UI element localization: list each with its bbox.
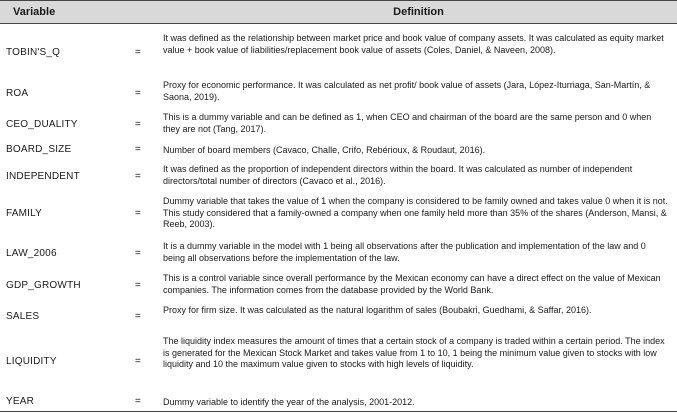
variable-definition: Proxy for economic performance. It was calculated as net profit/ book value of assets (Jara, López-Iturriaga, San-Martín, & Saona, 2019).	[163, 80, 651, 102]
equals-sign: =	[135, 144, 141, 155]
variable-definition: Dummy variable to identify the year of the analysis, 2001-2012.	[163, 397, 415, 407]
variable-definition: This is a dummy variable and can be defined as 1, when CEO and chairman of the board are the same person and 0 when they are not (Tang, 2017).	[163, 112, 652, 134]
equals-sign: =	[135, 248, 141, 259]
variable-definition: Proxy for firm size. It was calculated as the natural logarithm of sales (Boubakri, Guedhami, & Saffar, 2016).	[163, 305, 592, 315]
variable-definition: The liquidity index measures the amount of times that a certain stock of a company is traded within a certain period. The index is generated for the Mexican Stock Market and takes value from 1 to 10, 1 being the minimum value given to stocks with low liquidity and 10 the maximum value given to stocks with high levels of liquidity.	[163, 336, 665, 369]
header-definition: Definition	[393, 6, 444, 18]
equals-sign: =	[135, 208, 141, 219]
equals-sign: =	[135, 171, 141, 182]
variable-name: TOBIN'S_Q	[6, 47, 61, 58]
variable-name: INDEPENDENT	[6, 171, 80, 182]
variable-definition: It was defined as the proportion of independent directors within the board. It was calculated as number of independent directors/total number of directors (Cavaco et al., 2016).	[163, 164, 633, 186]
variable-name: LIQUIDITY	[6, 356, 57, 367]
table-bottom-rule	[0, 411, 677, 412]
variable-name: BOARD_SIZE	[6, 144, 72, 155]
variable-name: SALES	[6, 311, 40, 322]
header-variable: Variable	[13, 6, 56, 18]
variable-definition: It was defined as the relationship between market price and book value of company assets. It was calculated as equity market value + book value of liabilities/replacement book value of assets (Coles, Daniel, & Naveen, 2008).	[163, 33, 664, 55]
equals-sign: =	[135, 119, 141, 130]
variable-name: LAW_2006	[6, 248, 57, 259]
equals-sign: =	[135, 47, 141, 58]
variable-definition: It is a dummy variable in the model with 1 being all observations after the publication and implementation of the law and 0 being all observations before the implementation of the law.	[163, 241, 646, 263]
variable-name: ROA	[6, 88, 29, 99]
equals-sign: =	[135, 88, 141, 99]
variable-definition: Dummy variable that takes the value of 1 when the company is considered to be family owned and takes value 0 when it is not. This study considered that a family-owned a company when one family held more than 35% of the shares (Anderson, Mansi, & Reeb, 2003).	[163, 196, 668, 229]
variable-definition: This is a control variable since overall performance by the Mexican economy can have a direct effect on the value of Mexican companies. The information comes from the database provided by the World Bank.	[163, 273, 661, 295]
equals-sign: =	[135, 396, 141, 407]
equals-sign: =	[135, 311, 141, 322]
variable-name: FAMILY	[6, 208, 43, 219]
variable-name: GDP_GROWTH	[6, 280, 81, 291]
variable-name: YEAR	[6, 396, 35, 407]
variable-definition: Number of board members (Cavaco, Challe, Crifo, Rebérioux, & Roudaut, 2016).	[163, 145, 486, 155]
equals-sign: =	[135, 356, 141, 367]
variable-name: CEO_DUALITY	[6, 119, 78, 130]
table-header	[0, 0, 677, 24]
equals-sign: =	[135, 280, 141, 291]
